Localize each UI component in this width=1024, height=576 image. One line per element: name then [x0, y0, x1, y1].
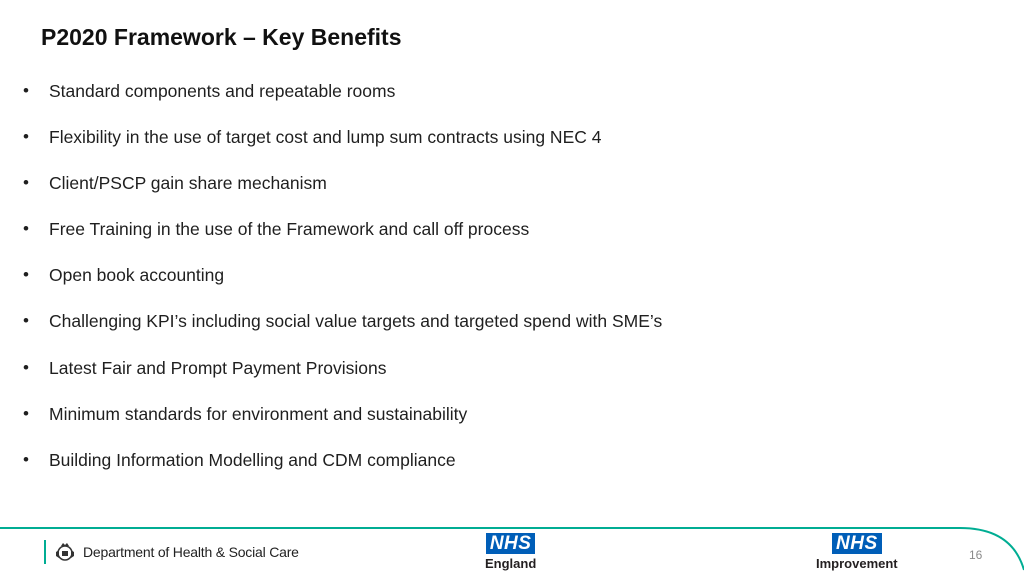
bullet-glyph: • [23, 265, 29, 285]
bullet-glyph: • [23, 81, 29, 100]
bullet-item [23, 124, 662, 170]
nhs-improvement-logo [816, 533, 898, 571]
royal-crest-icon [53, 540, 77, 564]
bullet-glyph: • [23, 219, 29, 239]
bullet-glyph: • [23, 403, 29, 423]
nhs-improvement-label: Improvement [816, 556, 898, 571]
bullet-item [23, 216, 662, 262]
bullet-glyph: • [23, 127, 29, 147]
bullet-text: Free Training in the use of the Framework and call off process [49, 219, 530, 240]
bullet-glyph: • [23, 311, 29, 331]
slide-title: P2020 Framework – Key Benefits [41, 24, 402, 50]
nhs-england-label: England [485, 556, 537, 571]
bullet-text: Latest Fair and Prompt Payment Provisions [49, 357, 387, 378]
bullet-item [23, 355, 662, 401]
bullet-text: Open book accounting [49, 265, 225, 286]
bullet-item [23, 262, 662, 308]
bullet-text: Minimum standards for environment and sustainability [49, 403, 468, 424]
bullet-text: Client/PSCP gain share mechanism [49, 173, 327, 194]
bullet-text: Building Information Modelling and CDM compliance [49, 449, 456, 470]
bullet-text: Flexibility in the use of target cost and lump sum contracts using NEC 4 [49, 127, 602, 148]
bullet-glyph: • [23, 449, 29, 469]
nhs-logo-badge: NHS [486, 533, 536, 554]
bullet-item [23, 78, 662, 124]
bullet-item [23, 308, 662, 354]
page-number: 16 [969, 548, 983, 562]
bullet-text: Challenging KPI’s including social value targets and targeted spend with SME’s [49, 311, 663, 332]
dhsc-accent-bar [44, 540, 46, 564]
bullet-item [23, 447, 662, 493]
bullet-item [23, 170, 662, 216]
bullet-glyph: • [23, 357, 29, 377]
nhs-england-logo [485, 533, 536, 571]
dhsc-label: Department of Health & Social Care [83, 544, 299, 560]
nhs-logo-badge: NHS [832, 533, 882, 554]
bullet-text: Standard components and repeatable rooms [49, 81, 396, 101]
bullet-list [23, 78, 662, 493]
dhsc-logo [44, 540, 299, 564]
bullet-item [23, 401, 662, 447]
bullet-glyph: • [23, 173, 29, 193]
